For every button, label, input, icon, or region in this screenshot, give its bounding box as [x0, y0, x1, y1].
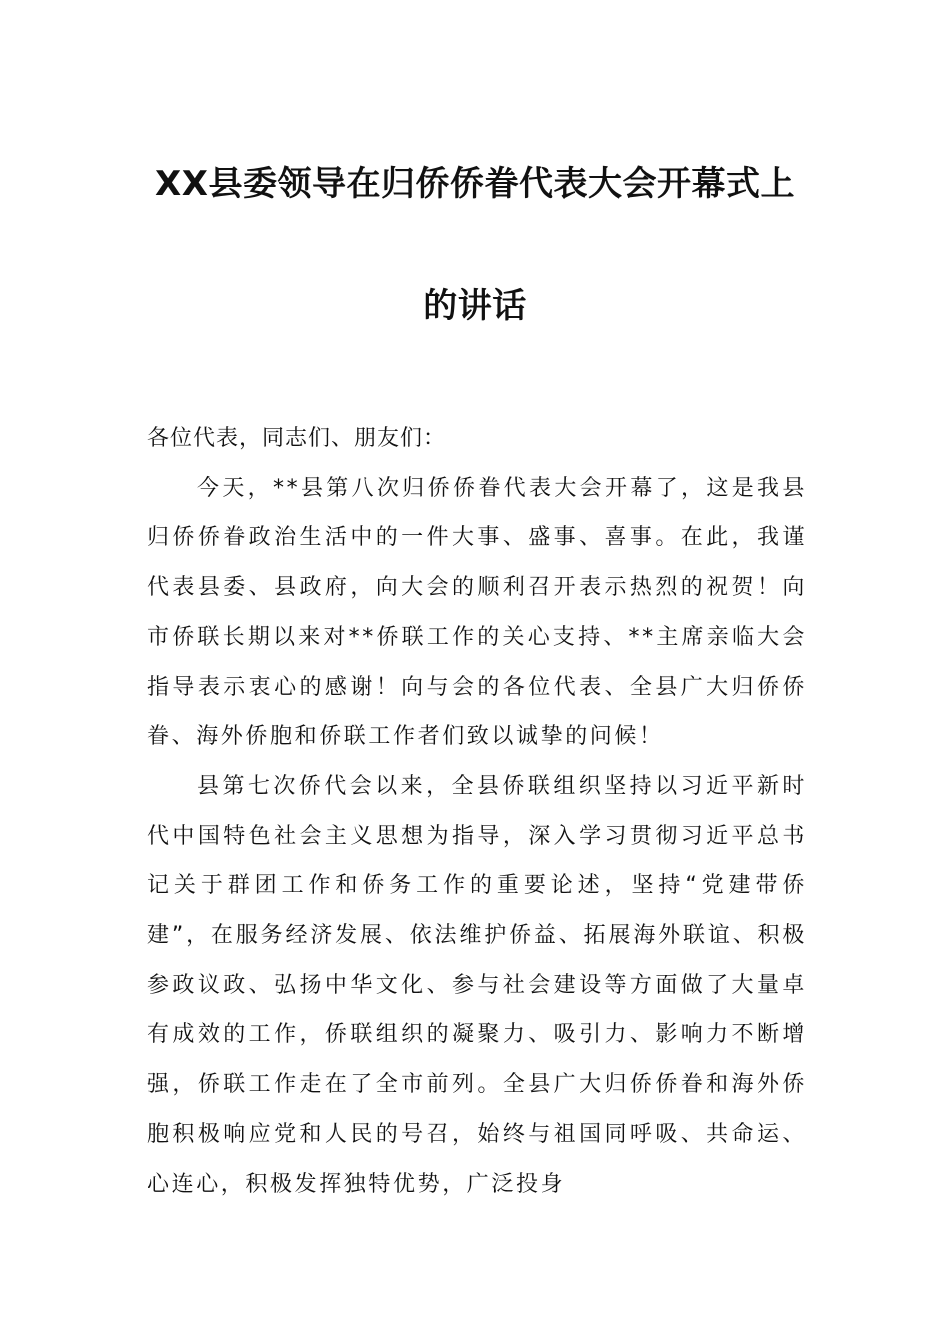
paragraph-2: 县第七次侨代会以来，全县侨联组织坚持以习近平新时代中国特色社会主义思想为指导，深入学习贯彻习近平总书记关于群团工作和侨务工作的重要论述，坚持“党建带侨建”，在服务经济发展、依法维护侨益、拓展海外联谊、积极参政议政、弘扬中华文化、参与社会建设等方面做了大量卓有成效的工作，侨联组织的凝聚力、吸引力、影响力不断增强，侨联工作走在了全市前列。全县广大归侨侨眷和海外侨胞积极响应党和人民的号召，始终与祖国同呼吸、共命运、心连心，积极发挥独特优势，广泛投身	[147, 773, 807, 1197]
document-title-line-1: XX县委领导在归侨侨眷代表大会开幕式上	[155, 164, 795, 204]
paragraph-1: 今天，**县第八次归侨侨眷代表大会开幕了，这是我县归侨侨眷政治生活中的一件大事、盛事、喜事。在此，我谨代表县委、县政府，向大会的顺利召开表示热烈的祝贺！向市侨联长期以来对**侨联工作的关心支持、**主席亲临大会指导表示衷心的感谢！向与会的各位代表、全县广大归侨侨眷、海外侨胞和侨联工作者们致以诚挚的问候！	[147, 475, 807, 750]
document-title-line-2: 的讲话	[423, 286, 527, 326]
document-body	[147, 414, 807, 1209]
salutation: 各位代表，同志们、朋友们：	[147, 426, 447, 451]
